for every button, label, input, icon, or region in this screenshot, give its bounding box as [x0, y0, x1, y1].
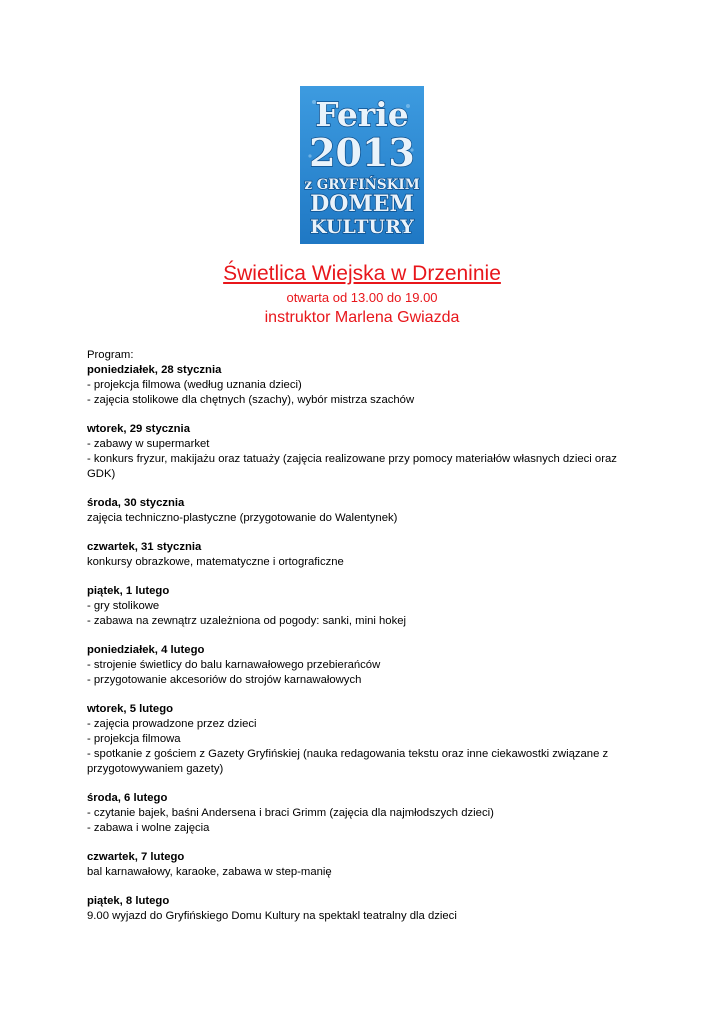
opening-hours: otwarta od 13.00 do 19.00: [286, 290, 438, 305]
activity-line: - zabawa na zewnątrz uzależniona od pogody: sanki, mini hokej: [87, 615, 407, 627]
activity-line: - spotkanie z gościem z Gazety Gryfińskiej (nauka redagowania tekstu oraz inne ciekawostki związane z: [87, 748, 609, 760]
instructor-name: instruktor Marlena Gwiazda: [264, 309, 460, 326]
activity-line: - zabawy w supermarket: [87, 438, 210, 450]
logo-line-3: z GRYFIŃSKIM: [304, 177, 420, 193]
activity-line: - zajęcia stolikowe dla chętnych (szachy), wybór mistrza szachów: [87, 394, 415, 406]
activity-line: - przygotowanie akcesoriów do strojów karnawałowych: [87, 674, 362, 686]
program-day: [87, 584, 647, 629]
program-day: [87, 850, 647, 880]
activity-line: 9.00 wyjazd do Gryfińskiego Domu Kultury na spektakl teatralny dla dzieci: [87, 910, 457, 922]
day-title: czwartek, 7 lutego: [87, 851, 185, 863]
program-day: [87, 702, 647, 777]
program-day: [87, 496, 647, 526]
logo-graphic: [300, 86, 424, 244]
ferie-2013-logo: [300, 86, 424, 244]
activity-line: - konkurs fryzur, makijażu oraz tatuaży (zajęcia realizowane przy pomocy materiałów własnych dzieci oraz GDK): [87, 453, 617, 480]
activity-line: - gry stolikowe: [87, 600, 160, 612]
program-day: [87, 422, 647, 482]
day-title: środa, 30 stycznia: [87, 497, 185, 509]
program-section: [87, 348, 647, 938]
program-label: Program:: [87, 349, 134, 361]
activity-line: zajęcia techniczno-plastyczne (przygotowanie do Walentynek): [87, 512, 398, 524]
activity-line: - projekcja filmowa (według uznania dzieci): [87, 379, 302, 391]
program-day: [87, 363, 647, 408]
activity-line: - projekcja filmowa: [87, 733, 181, 745]
program-day: [87, 540, 647, 570]
logo-line-4: DOMEM: [310, 191, 414, 217]
program-day: [87, 791, 647, 836]
activity-line: - zajęcia prowadzone przez dzieci: [87, 718, 257, 730]
day-title: środa, 6 lutego: [87, 792, 168, 804]
day-title: wtorek, 5 lutego: [87, 703, 173, 715]
logo-line-5: KULTURY: [310, 216, 414, 238]
logo-line-1: Ferie: [315, 95, 409, 134]
activity-line: - czytanie bajek, baśni Andersena i braci Grimm (zajęcia dla najmłodszych dzieci): [87, 807, 494, 819]
activity-line: bal karnawałowy, karaoke, zabawa w step-manię: [87, 866, 332, 878]
day-title: poniedziałek, 28 stycznia: [87, 364, 222, 376]
day-title: czwartek, 31 stycznia: [87, 541, 202, 553]
day-title: piątek, 1 lutego: [87, 585, 170, 597]
activity-line: - strojenie świetlicy do balu karnawałowego przebierańców: [87, 659, 381, 671]
day-title: piątek, 8 lutego: [87, 895, 170, 907]
logo-line-2: 2013: [309, 130, 415, 175]
page-title: Świetlica Wiejska w Drzeninie: [223, 262, 501, 285]
program-day: [87, 894, 647, 924]
program-days: [87, 363, 647, 924]
program-day: [87, 643, 647, 688]
day-title: wtorek, 29 stycznia: [87, 423, 190, 435]
activity-line: - zabawa i wolne zajęcia: [87, 822, 210, 834]
activity-line: konkursy obrazkowe, matematyczne i ortograficzne: [87, 556, 344, 568]
day-title: poniedziałek, 4 lutego: [87, 644, 205, 656]
activity-line: przygotowywaniem gazety): [87, 763, 224, 775]
